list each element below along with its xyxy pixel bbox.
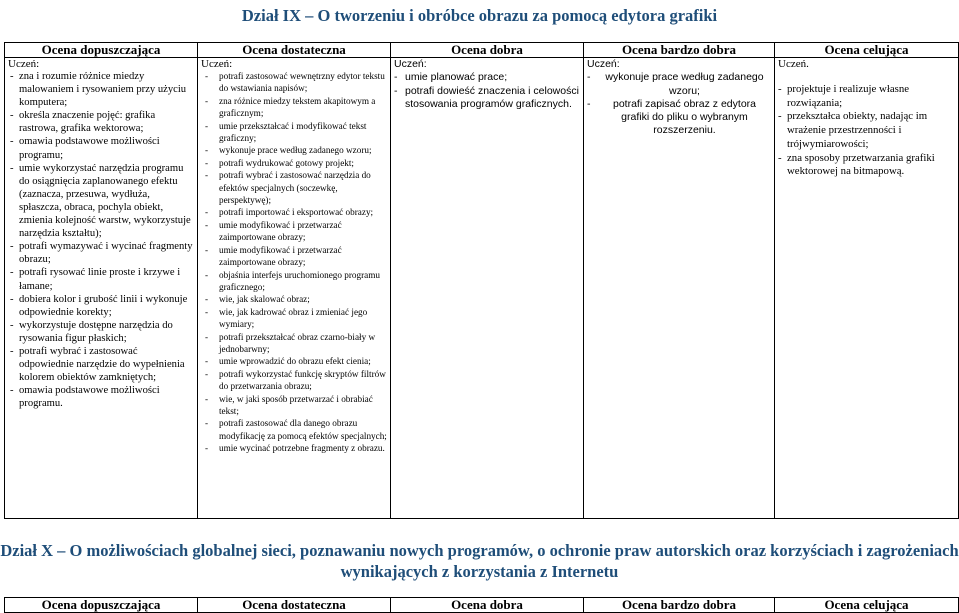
requirements-list — [587, 71, 771, 137]
grade-header-row-10 — [4, 597, 959, 613]
requirement-item: - dobiera kolor i grubość linii i wykonuje odpowiednie korekty; — [10, 293, 194, 319]
requirement-item: - wykonuje prace według zadanego wzoru; — [587, 71, 771, 98]
column-student-label: Uczeń. — [778, 58, 809, 70]
requirement-item: - projektuje i realizuje własne rozwiązania; — [778, 83, 955, 110]
column-celujaca — [775, 58, 959, 519]
requirement-item: - umie przekształcać i modyfikować tekst graficzny; — [205, 120, 387, 145]
grade-header-dopuszczajaca: Ocena dopuszczająca — [5, 598, 198, 613]
grade-header-dopuszczajaca: Ocena dopuszczająca — [5, 43, 198, 58]
column-dopuszczajaca — [5, 58, 198, 519]
requirement-item: - objaśnia interfejs uruchomionego programu graficznego; — [205, 269, 387, 294]
requirement-item: - potrafi zastosować dla danego obrazu modyfikację za pomocą efektów specjalnych; — [205, 417, 387, 442]
requirement-item: - wie, jak kadrować obraz i zmieniać jego wymiary; — [205, 306, 387, 331]
requirement-item: - umie wprowadzić do obrazu efekt cienia; — [205, 355, 387, 367]
requirement-item: - zna i rozumie różnice miedzy malowaniem i rysowaniem przy użyciu komputera; — [10, 70, 194, 109]
grade-header-bardzo-dobra: Ocena bardzo dobra — [584, 598, 775, 613]
requirement-item: - umie wykorzystać narzędzia programu do osiągnięcia zaplanowanego efektu (zaznacza, przesuwa, wydłuża, spłaszcza, obraca, pochyla obiekt, zmienia kolejność warstw, wykorzystuje narzędzia kształtu); — [10, 162, 194, 241]
requirement-item: - potrafi wybrać i zastosować narzędzia do efektów specjalnych (soczewkę, perspektywę); — [205, 169, 387, 206]
column-dobra — [391, 58, 584, 519]
column-dostateczna — [198, 58, 391, 519]
requirement-item: - przekształca obiekty, nadając im wrażenie przestrzenności i trójwymiarowości; — [778, 110, 955, 151]
column-bardzo-dobra — [584, 58, 775, 519]
requirement-item: - potrafi wykorzystać funkcję skryptów filtrów do przetwarzania obrazu; — [205, 368, 387, 393]
requirement-item: - umie modyfikować i przetwarzać zaimportowane obrazy; — [205, 219, 387, 244]
requirement-item: - zna sposoby przetwarzania grafiki wektorowej na bitmapową. — [778, 152, 955, 179]
requirement-item: - potrafi rysować linie proste i krzywe i łamane; — [10, 266, 194, 292]
column-student-label: Uczeń: — [587, 58, 620, 70]
requirement-item: - omawia podstawowe możliwości programu; — [10, 135, 194, 161]
requirements-table — [4, 57, 959, 519]
grade-header-row-9 — [4, 42, 959, 58]
column-student-label: Uczeń: — [394, 58, 427, 70]
requirement-item: - umie planować prace; — [394, 71, 580, 84]
grade-header-celujaca: Ocena celująca — [775, 598, 959, 613]
grade-header-bardzo-dobra: Ocena bardzo dobra — [584, 43, 775, 58]
grade-header-celujaca: Ocena celująca — [775, 43, 959, 58]
requirements-list — [394, 71, 580, 111]
requirement-item: - umie wycinać potrzebne fragmenty z obrazu. — [205, 442, 387, 454]
requirement-item: - omawia podstawowe możliwości programu. — [10, 384, 194, 410]
requirement-item: - umie modyfikować i przetwarzać zaimportowane obrazy; — [205, 244, 387, 269]
section-10-title: Dział X – O możliwościach globalnej sieci, poznawaniu nowych programów, o ochronie praw autorskich oraz korzyściach i zagrożeniach wynikających z korzystania z Internetu — [0, 541, 959, 581]
requirement-item: - wykonuje prace według zadanego wzoru; — [205, 144, 387, 156]
requirement-item: - potrafi wydrukować gotowy projekt; — [205, 157, 387, 169]
grade-header-dobra: Ocena dobra — [391, 43, 584, 58]
grade-header-dostateczna: Ocena dostateczna — [198, 598, 391, 613]
section-9-title: Dział IX – O tworzeniu i obróbce obrazu za pomocą edytora grafiki — [241, 6, 718, 25]
grade-header-dostateczna: Ocena dostateczna — [198, 43, 391, 58]
requirement-item: - potrafi importować i eksportować obrazy; — [205, 206, 387, 218]
requirement-item: - potrafi przekształcać obraz czarno-biały w jednobarwny; — [205, 331, 387, 356]
column-student-label: Uczeń: — [8, 58, 40, 70]
requirements-list — [201, 70, 387, 455]
requirement-item: - zna różnice miedzy tekstem akapitowym a graficznym; — [205, 95, 387, 120]
requirement-item: - wykorzystuje dostępne narzędzia do rysowania figur płaskich; — [10, 319, 194, 345]
requirement-item: - wie, jak skalować obraz; — [205, 293, 387, 305]
requirement-item: - potrafi wybrać i zastosować odpowiednie narzędzie do wypełnienia kolorem obiektów zamkniętych; — [10, 345, 194, 384]
requirement-item: - potrafi zapisać obraz z edytora grafiki do pliku o wybranym rozszerzeniu. — [587, 98, 771, 138]
column-student-label: Uczeń: — [201, 58, 233, 70]
requirements-list — [778, 83, 955, 179]
requirement-item: - wie, w jaki sposób przetwarzać i obrabiać tekst; — [205, 393, 387, 418]
grade-header-dobra: Ocena dobra — [391, 598, 584, 613]
requirement-item: - potrafi zastosować wewnętrzny edytor tekstu do wstawiania napisów; — [205, 70, 387, 95]
requirement-item: - określa znaczenie pojęć: grafika rastrowa, grafika wektorowa; — [10, 109, 194, 135]
requirements-list — [8, 70, 194, 410]
requirement-item: - potrafi dowieść znaczenia i celowości stosowania programów graficznych. — [394, 85, 580, 112]
requirement-item: - potrafi wymazywać i wycinać fragmenty obrazu; — [10, 240, 194, 266]
